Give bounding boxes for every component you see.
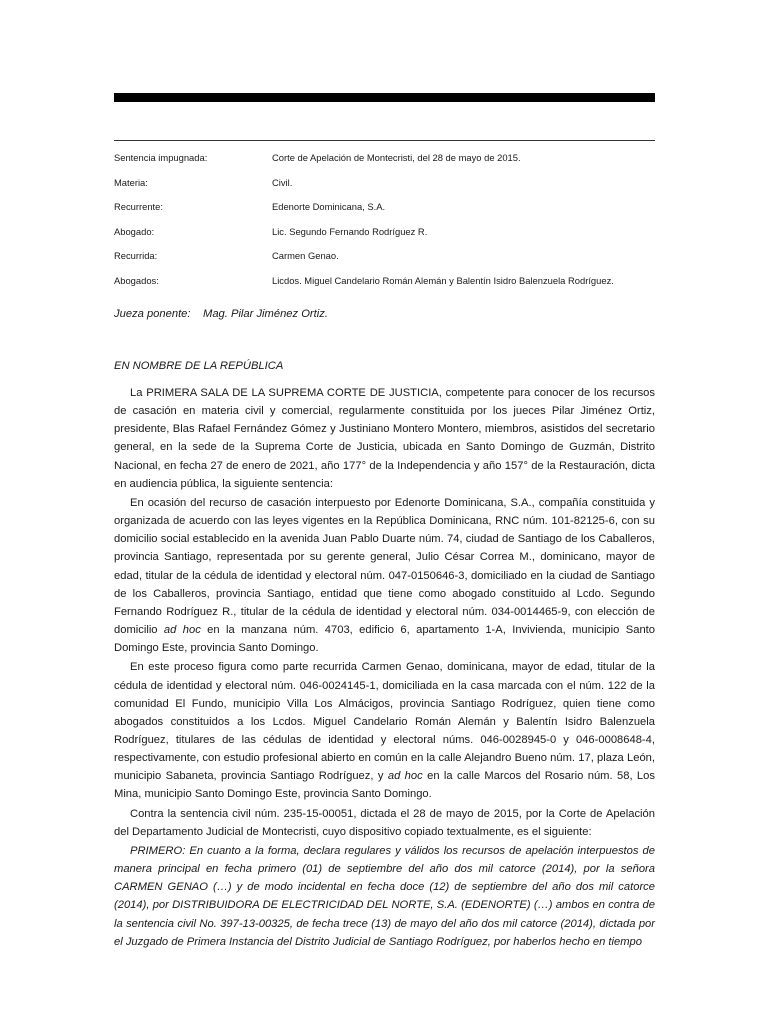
header-divider xyxy=(114,140,655,141)
meta-value: Carmen Genao. xyxy=(272,250,339,262)
case-metadata xyxy=(114,152,674,300)
meta-row-recurrida xyxy=(114,250,674,275)
paragraph-dispositivo-quote: PRIMERO: En cuanto a la forma, declara regulares y válidos los recursos de apelación interpuestos de manera principal en fecha primero (01) de septiembre del año dos mil catorce (2014), por la señora CARMEN GENAO (…) y de modo incidental en fecha doce (12) de septiembre del año dos mil catorce (2014), por DISTRIBUIDORA DE ELECTRICIDAD DEL NORTE, S.A. (EDENORTE) (…) ambos en contra de la sentencia civil No. 397-13-00325, de fecha trece (13) de mayo del año dos mil catorce (2014), dictada por el Juzgado de Primera Instancia del Distrito Judicial de Santiago Rodríguez, por haberlos hecho en tiempo xyxy=(114,844,655,948)
meta-label: Recurrente: xyxy=(114,201,163,213)
paragraph-recurrente xyxy=(114,494,655,657)
text-span: En ocasión del recurso de casación interpuesto por Edenorte Dominicana, S.A., compañía constituida y organizada de acuerdo con las leyes vigentes en la República Dominicana, RNC núm. 101-82125-6, con su domicilio social establecido en la avenida Juan Pablo Duarte núm. 74, ciudad de Santiago de los Caballeros, provincia Santiago, representada por su gerente general, Julio César Correa M., dominicano, mayor de edad, titular de la cédula de identidad y electoral núm. 047-0150646-3, domiciliado en la ciudad de Santiago de los Caballeros, provincia Santiago, entidad que tiene como abogado constituido al Lcdo. Segundo Fernando Rodríguez R., titular de la cédula de identidad y electoral núm. 034-0014465-9, con elección de domicilio xyxy=(114,496,655,637)
meta-label: Recurrida: xyxy=(114,250,158,262)
ponente-label: Jueza ponente: xyxy=(114,308,191,320)
meta-row-sentencia xyxy=(114,152,674,177)
text-span: en la manzana núm. 4703, edificio 6, apartamento 1-A, Invivienda, municipio Santo Domingo Este, provincia Santo Domingo. xyxy=(114,624,655,655)
header-black-bar xyxy=(114,93,655,102)
meta-value: Edenorte Dominicana, S.A. xyxy=(272,201,386,213)
meta-row-abogados xyxy=(114,275,674,300)
meta-label: Materia: xyxy=(114,176,148,188)
ponente-value: Mag. Pilar Jiménez Ortiz. xyxy=(203,308,328,320)
meta-row-materia xyxy=(114,177,674,202)
meta-value: Licdos. Miguel Candelario Román Alemán y Balentín Isidro Balenzuela Rodríguez. xyxy=(272,274,614,286)
meta-label: Sentencia impugnada: xyxy=(114,152,208,163)
italic-term: ad hoc xyxy=(387,770,423,783)
meta-value: Lic. Segundo Fernando Rodríguez R. xyxy=(272,225,428,237)
paragraph-sentencia-impugnada: Contra la sentencia civil núm. 235-15-00051, dictada el 28 de mayo de 2015, por la Corte de Apelación del Departamento Judicial de Montecristi, cuyo dispositivo copiado textualmente, es el siguiente: xyxy=(114,807,655,838)
text-span: en la calle Marcos del Rosario núm. 58, Los Mina, municipio Santo Domingo Este, provincia Santo Domingo. xyxy=(114,770,655,801)
italic-term: ad hoc xyxy=(163,624,201,637)
paragraph-intro: La PRIMERA SALA DE LA SUPREMA CORTE DE JUSTICIA, competente para conocer de los recursos de casación en materia civil y comercial, regularmente constituida por los jueces Pilar Jiménez Ortiz, presidente, Blas Rafael Fernández Gómez y Justiniano Montero Montero, miembros, asistidos del secretario general, en la sede de la Suprema Corte de Justicia, ubicada en Santo Domingo de Guzmán, Distrito Nacional, en fecha 27 de enero de 2021, año 177° de la Independencia y año 157° de la Restauración, dicta en audiencia pública, la siguiente sentencia: xyxy=(114,387,655,490)
meta-value: Corte de Apelación de Montecristi, del 28 de mayo de 2015. xyxy=(272,152,521,163)
meta-value: Civil. xyxy=(272,176,293,188)
meta-row-recurrente xyxy=(114,201,674,226)
jueza-ponente xyxy=(114,308,328,320)
meta-row-abogado xyxy=(114,226,674,251)
meta-label: Abogado: xyxy=(114,225,155,237)
paragraph-recurrida xyxy=(114,658,655,803)
meta-label: Abogados: xyxy=(114,274,159,286)
section-heading: EN NOMBRE DE LA REPÚBLICA xyxy=(114,360,284,372)
sentence-body xyxy=(114,384,655,952)
text-span: En este proceso figura como parte recurrida Carmen Genao, dominicana, mayor de edad, titular de la cédula de identidad y electoral núm. 046-0024145-1, domiciliada en la casa marcada con el núm. 122 de la comunidad El Fundo, municipio Villa Los Almácigos, provincia Santiago Rodríguez, quien tiene como abogados constituidos a los Lcdos. Miguel Candelario Román Alemán y Balentín Isidro Balenzuela Rodríguez, titulares de las cédulas de identidad y electoral núms. 046-0028945-0 y 046-0008648-4, respectivamente, con estudio profesional abierto en común en la calle Alejandro Bueno núm. 17, plaza León, municipio Sabaneta, provincia Santiago Rodríguez, y xyxy=(114,661,655,783)
